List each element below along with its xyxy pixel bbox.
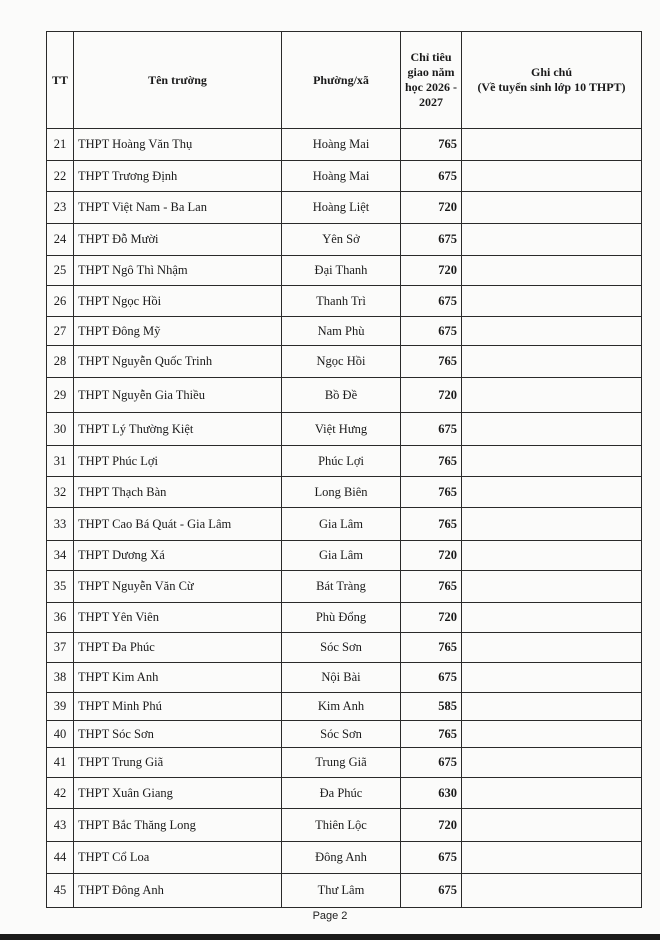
cell-tt: 41 bbox=[47, 748, 74, 778]
table-row bbox=[47, 413, 642, 446]
cell-ward: Trung Giã bbox=[282, 748, 401, 778]
cell-note bbox=[462, 541, 642, 571]
cell-school-name: THPT Dương Xá bbox=[74, 541, 282, 571]
cell-quota: 765 bbox=[401, 129, 462, 161]
cell-quota: 765 bbox=[401, 571, 462, 603]
cell-quota: 765 bbox=[401, 346, 462, 378]
cell-ward: Gia Lâm bbox=[282, 541, 401, 571]
cell-ward: Kim Anh bbox=[282, 693, 401, 721]
cell-school-name: THPT Lý Thường Kiệt bbox=[74, 413, 282, 446]
table-row bbox=[47, 161, 642, 192]
cell-school-name: THPT Đông Mỹ bbox=[74, 317, 282, 346]
cell-ward: Hoàng Mai bbox=[282, 161, 401, 192]
cell-note bbox=[462, 603, 642, 633]
cell-ward: Ngọc Hồi bbox=[282, 346, 401, 378]
cell-quota: 675 bbox=[401, 663, 462, 693]
cell-ward: Bồ Đề bbox=[282, 378, 401, 413]
cell-note bbox=[462, 721, 642, 748]
cell-quota: 765 bbox=[401, 508, 462, 541]
cell-school-name: THPT Đa Phúc bbox=[74, 633, 282, 663]
cell-tt: 37 bbox=[47, 633, 74, 663]
header-ward: Phường/xã bbox=[282, 32, 401, 129]
cell-school-name: THPT Bắc Thăng Long bbox=[74, 809, 282, 842]
cell-ward: Nam Phù bbox=[282, 317, 401, 346]
header-school-name: Tên trường bbox=[74, 32, 282, 129]
cell-quota: 675 bbox=[401, 161, 462, 192]
cell-note bbox=[462, 346, 642, 378]
cell-tt: 42 bbox=[47, 778, 74, 809]
table-row bbox=[47, 809, 642, 842]
header-quota: Chỉ tiêu giao năm học 2026 - 2027 bbox=[401, 32, 462, 129]
cell-tt: 24 bbox=[47, 224, 74, 256]
cell-ward: Nội Bài bbox=[282, 663, 401, 693]
cell-school-name: THPT Ngô Thì Nhậm bbox=[74, 256, 282, 286]
cell-ward: Yên Sở bbox=[282, 224, 401, 256]
cell-ward: Hoàng Mai bbox=[282, 129, 401, 161]
cell-ward: Gia Lâm bbox=[282, 508, 401, 541]
table-row bbox=[47, 378, 642, 413]
cell-quota: 630 bbox=[401, 778, 462, 809]
table-row bbox=[47, 317, 642, 346]
cell-school-name: THPT Phúc Lợi bbox=[74, 446, 282, 477]
cell-tt: 25 bbox=[47, 256, 74, 286]
cell-quota: 765 bbox=[401, 721, 462, 748]
table-row bbox=[47, 748, 642, 778]
cell-tt: 21 bbox=[47, 129, 74, 161]
cell-quota: 675 bbox=[401, 224, 462, 256]
cell-ward: Hoàng Liệt bbox=[282, 192, 401, 224]
cell-school-name: THPT Nguyễn Quốc Trinh bbox=[74, 346, 282, 378]
table-row bbox=[47, 721, 642, 748]
cell-tt: 27 bbox=[47, 317, 74, 346]
cell-note bbox=[462, 256, 642, 286]
cell-quota: 765 bbox=[401, 446, 462, 477]
cell-tt: 39 bbox=[47, 693, 74, 721]
table-row bbox=[47, 477, 642, 508]
cell-quota: 675 bbox=[401, 842, 462, 874]
cell-quota: 675 bbox=[401, 317, 462, 346]
table-row bbox=[47, 446, 642, 477]
table-row bbox=[47, 508, 642, 541]
cell-note bbox=[462, 129, 642, 161]
cell-quota: 720 bbox=[401, 378, 462, 413]
cell-note bbox=[462, 286, 642, 317]
cell-ward: Phù Đổng bbox=[282, 603, 401, 633]
cell-school-name: THPT Yên Viên bbox=[74, 603, 282, 633]
table-row bbox=[47, 541, 642, 571]
cell-note bbox=[462, 192, 642, 224]
table-header-row bbox=[47, 32, 642, 129]
cell-note bbox=[462, 413, 642, 446]
cell-tt: 45 bbox=[47, 874, 74, 908]
cell-note bbox=[462, 508, 642, 541]
header-note-subtitle: (Về tuyển sinh lớp 10 THPT) bbox=[477, 80, 626, 94]
header-note-title: Ghi chú bbox=[530, 65, 572, 79]
cell-school-name: THPT Trung Giã bbox=[74, 748, 282, 778]
table-row bbox=[47, 778, 642, 809]
cell-note bbox=[462, 748, 642, 778]
cell-school-name: THPT Trương Định bbox=[74, 161, 282, 192]
cell-school-name: THPT Cổ Loa bbox=[74, 842, 282, 874]
cell-note bbox=[462, 778, 642, 809]
cell-note bbox=[462, 446, 642, 477]
cell-note bbox=[462, 663, 642, 693]
cell-ward: Đa Phúc bbox=[282, 778, 401, 809]
cell-school-name: THPT Nguyễn Văn Cừ bbox=[74, 571, 282, 603]
cell-note bbox=[462, 317, 642, 346]
cell-note bbox=[462, 633, 642, 663]
cell-note bbox=[462, 842, 642, 874]
cell-tt: 23 bbox=[47, 192, 74, 224]
cell-school-name: THPT Hoàng Văn Thụ bbox=[74, 129, 282, 161]
table-row bbox=[47, 693, 642, 721]
cell-tt: 30 bbox=[47, 413, 74, 446]
table-body bbox=[47, 129, 642, 908]
cell-ward: Thanh Trì bbox=[282, 286, 401, 317]
header-tt: TT bbox=[47, 32, 74, 129]
cell-quota: 720 bbox=[401, 809, 462, 842]
cell-quota: 675 bbox=[401, 874, 462, 908]
cell-tt: 36 bbox=[47, 603, 74, 633]
cell-note bbox=[462, 161, 642, 192]
cell-quota: 765 bbox=[401, 477, 462, 508]
table-row bbox=[47, 256, 642, 286]
cell-tt: 28 bbox=[47, 346, 74, 378]
cell-quota: 675 bbox=[401, 286, 462, 317]
cell-tt: 44 bbox=[47, 842, 74, 874]
cell-tt: 34 bbox=[47, 541, 74, 571]
cell-ward: Long Biên bbox=[282, 477, 401, 508]
cell-school-name: THPT Việt Nam - Ba Lan bbox=[74, 192, 282, 224]
cell-note bbox=[462, 224, 642, 256]
cell-school-name: THPT Ngọc Hồi bbox=[74, 286, 282, 317]
cell-school-name: THPT Đỗ Mười bbox=[74, 224, 282, 256]
cell-school-name: THPT Minh Phú bbox=[74, 693, 282, 721]
cell-note bbox=[462, 477, 642, 508]
table-row bbox=[47, 603, 642, 633]
table-row bbox=[47, 129, 642, 161]
cell-school-name: THPT Đông Anh bbox=[74, 874, 282, 908]
cell-tt: 31 bbox=[47, 446, 74, 477]
cell-quota: 720 bbox=[401, 256, 462, 286]
cell-quota: 675 bbox=[401, 413, 462, 446]
cell-school-name: THPT Thạch Bàn bbox=[74, 477, 282, 508]
table-row bbox=[47, 192, 642, 224]
cell-tt: 32 bbox=[47, 477, 74, 508]
cell-ward: Phúc Lợi bbox=[282, 446, 401, 477]
cell-tt: 22 bbox=[47, 161, 74, 192]
header-note bbox=[462, 32, 642, 129]
cell-ward: Đông Anh bbox=[282, 842, 401, 874]
cell-note bbox=[462, 874, 642, 908]
cell-quota: 720 bbox=[401, 192, 462, 224]
cell-school-name: THPT Xuân Giang bbox=[74, 778, 282, 809]
cell-ward: Thư Lâm bbox=[282, 874, 401, 908]
cell-quota: 765 bbox=[401, 633, 462, 663]
cell-school-name: THPT Kim Anh bbox=[74, 663, 282, 693]
cell-ward: Bát Tràng bbox=[282, 571, 401, 603]
cell-school-name: THPT Nguyễn Gia Thiều bbox=[74, 378, 282, 413]
school-quota-table bbox=[46, 31, 642, 908]
cell-note bbox=[462, 378, 642, 413]
cell-ward: Sóc Sơn bbox=[282, 633, 401, 663]
cell-ward: Thiên Lộc bbox=[282, 809, 401, 842]
cell-quota: 720 bbox=[401, 541, 462, 571]
cell-tt: 43 bbox=[47, 809, 74, 842]
table-row bbox=[47, 663, 642, 693]
table-row bbox=[47, 224, 642, 256]
cell-school-name: THPT Sóc Sơn bbox=[74, 721, 282, 748]
table-row bbox=[47, 842, 642, 874]
cell-tt: 29 bbox=[47, 378, 74, 413]
table-row bbox=[47, 633, 642, 663]
cell-quota: 675 bbox=[401, 748, 462, 778]
cell-quota: 720 bbox=[401, 603, 462, 633]
cell-quota: 585 bbox=[401, 693, 462, 721]
table-row bbox=[47, 571, 642, 603]
cell-tt: 33 bbox=[47, 508, 74, 541]
cell-school-name: THPT Cao Bá Quát - Gia Lâm bbox=[74, 508, 282, 541]
cell-note bbox=[462, 693, 642, 721]
cell-note bbox=[462, 571, 642, 603]
table-row bbox=[47, 286, 642, 317]
cell-tt: 40 bbox=[47, 721, 74, 748]
cell-tt: 35 bbox=[47, 571, 74, 603]
bottom-edge-bar bbox=[0, 934, 660, 940]
cell-note bbox=[462, 809, 642, 842]
page-number: Page 2 bbox=[312, 910, 348, 922]
cell-tt: 26 bbox=[47, 286, 74, 317]
cell-ward: Việt Hưng bbox=[282, 413, 401, 446]
cell-tt: 38 bbox=[47, 663, 74, 693]
cell-ward: Sóc Sơn bbox=[282, 721, 401, 748]
table-row bbox=[47, 346, 642, 378]
table-row bbox=[47, 874, 642, 908]
cell-ward: Đại Thanh bbox=[282, 256, 401, 286]
